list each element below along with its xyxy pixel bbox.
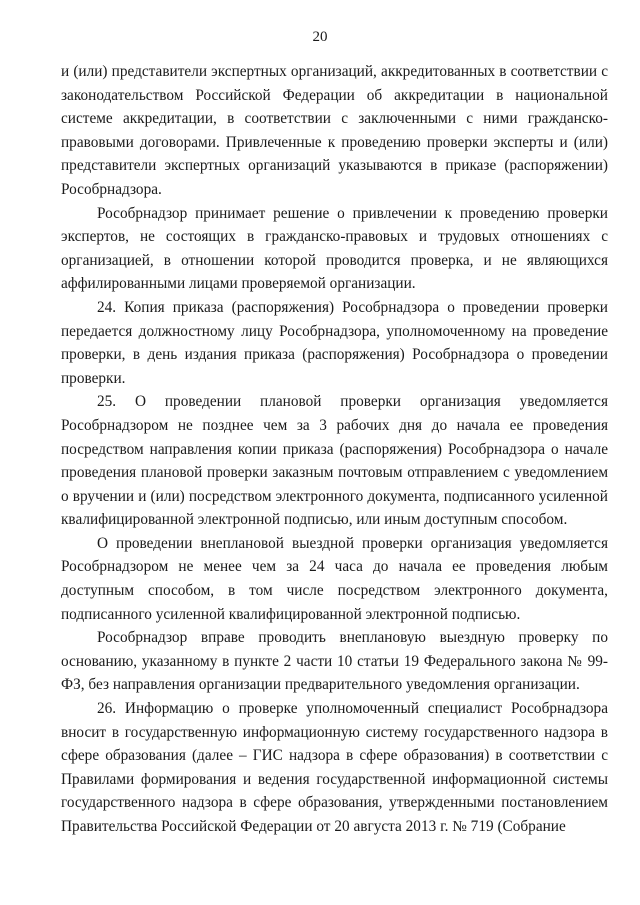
paragraph-item-26: 26. Информацию о проверке уполномоченный специалист Рособрнадзора вносит в государственную информационную систему государственного надзора в сфере образования (далее – ГИС надзора в сфере образования) в соответствии с Правилами формирования и ведения государственной информационной системы государственного надзора в сфере образования, утвержденными постановлением Правительства Российской Федерации от 20 августа 2013 г. № 719 (Собрание <box>61 700 608 835</box>
paragraph-experts-decision: Рособрнадзор принимает решение о привлечении к проведению проверки экспертов, не состоящих в гражданско-правовых и трудовых отношениях с организацией, в отношении которой проводится проверка, и не являющихся аффилированными лицами проверяемой организации. <box>61 204 608 293</box>
paragraph-unscheduled-right: Рособрнадзор вправе проводить внеплановую выездную проверку по основанию, указанному в пункте 2 части 10 статьи 19 Федерального закона № 99-ФЗ, без направления организации предварительного уведомления организации. <box>61 629 608 694</box>
paragraph-unscheduled-notice: О проведении внеплановой выездной проверки организация уведомляется Рособрнадзором не менее чем за 24 часа до начала ее проведения любым доступным способом, в том числе посредством электронного документа, подписанного усиленной квалифицированной электронной подписью. <box>61 534 608 623</box>
document-body <box>61 60 608 839</box>
paragraph-continuation: и (или) представители экспертных организаций, аккредитованных в соответствии с законодательством Российской Федерации об аккредитации в национальной системе аккредитации, в соответствии с заключенными с ними гражданско-правовыми договорами. Привлеченные к проведению проверки эксперты и (или) представители экспертных организаций указываются в приказе (распоряжении) Рособрнадзора. <box>61 63 608 198</box>
page-number: 20 <box>312 29 328 45</box>
paragraph-item-24: 24. Копия приказа (распоряжения) Рособрнадзора о проведении проверки передается должностному лицу Рособрнадзора, уполномоченному на проведение проверки, в день издания приказа (распоряжения) Рособрнадзора о проведении проверки. <box>61 298 608 387</box>
paragraph-item-25: 25. О проведении плановой проверки организация уведомляется Рособрнадзором не позднее чем за 3 рабочих дня до начала ее проведения посредством направления копии приказа (распоряжения) Рособрнадзора о начале проведения плановой проверки заказным почтовым отправлением с уведомлением о вручении и (или) посредством электронного документа, подписанного усиленной квалифицированной электронной подписью, или иным доступным способом. <box>61 393 608 529</box>
